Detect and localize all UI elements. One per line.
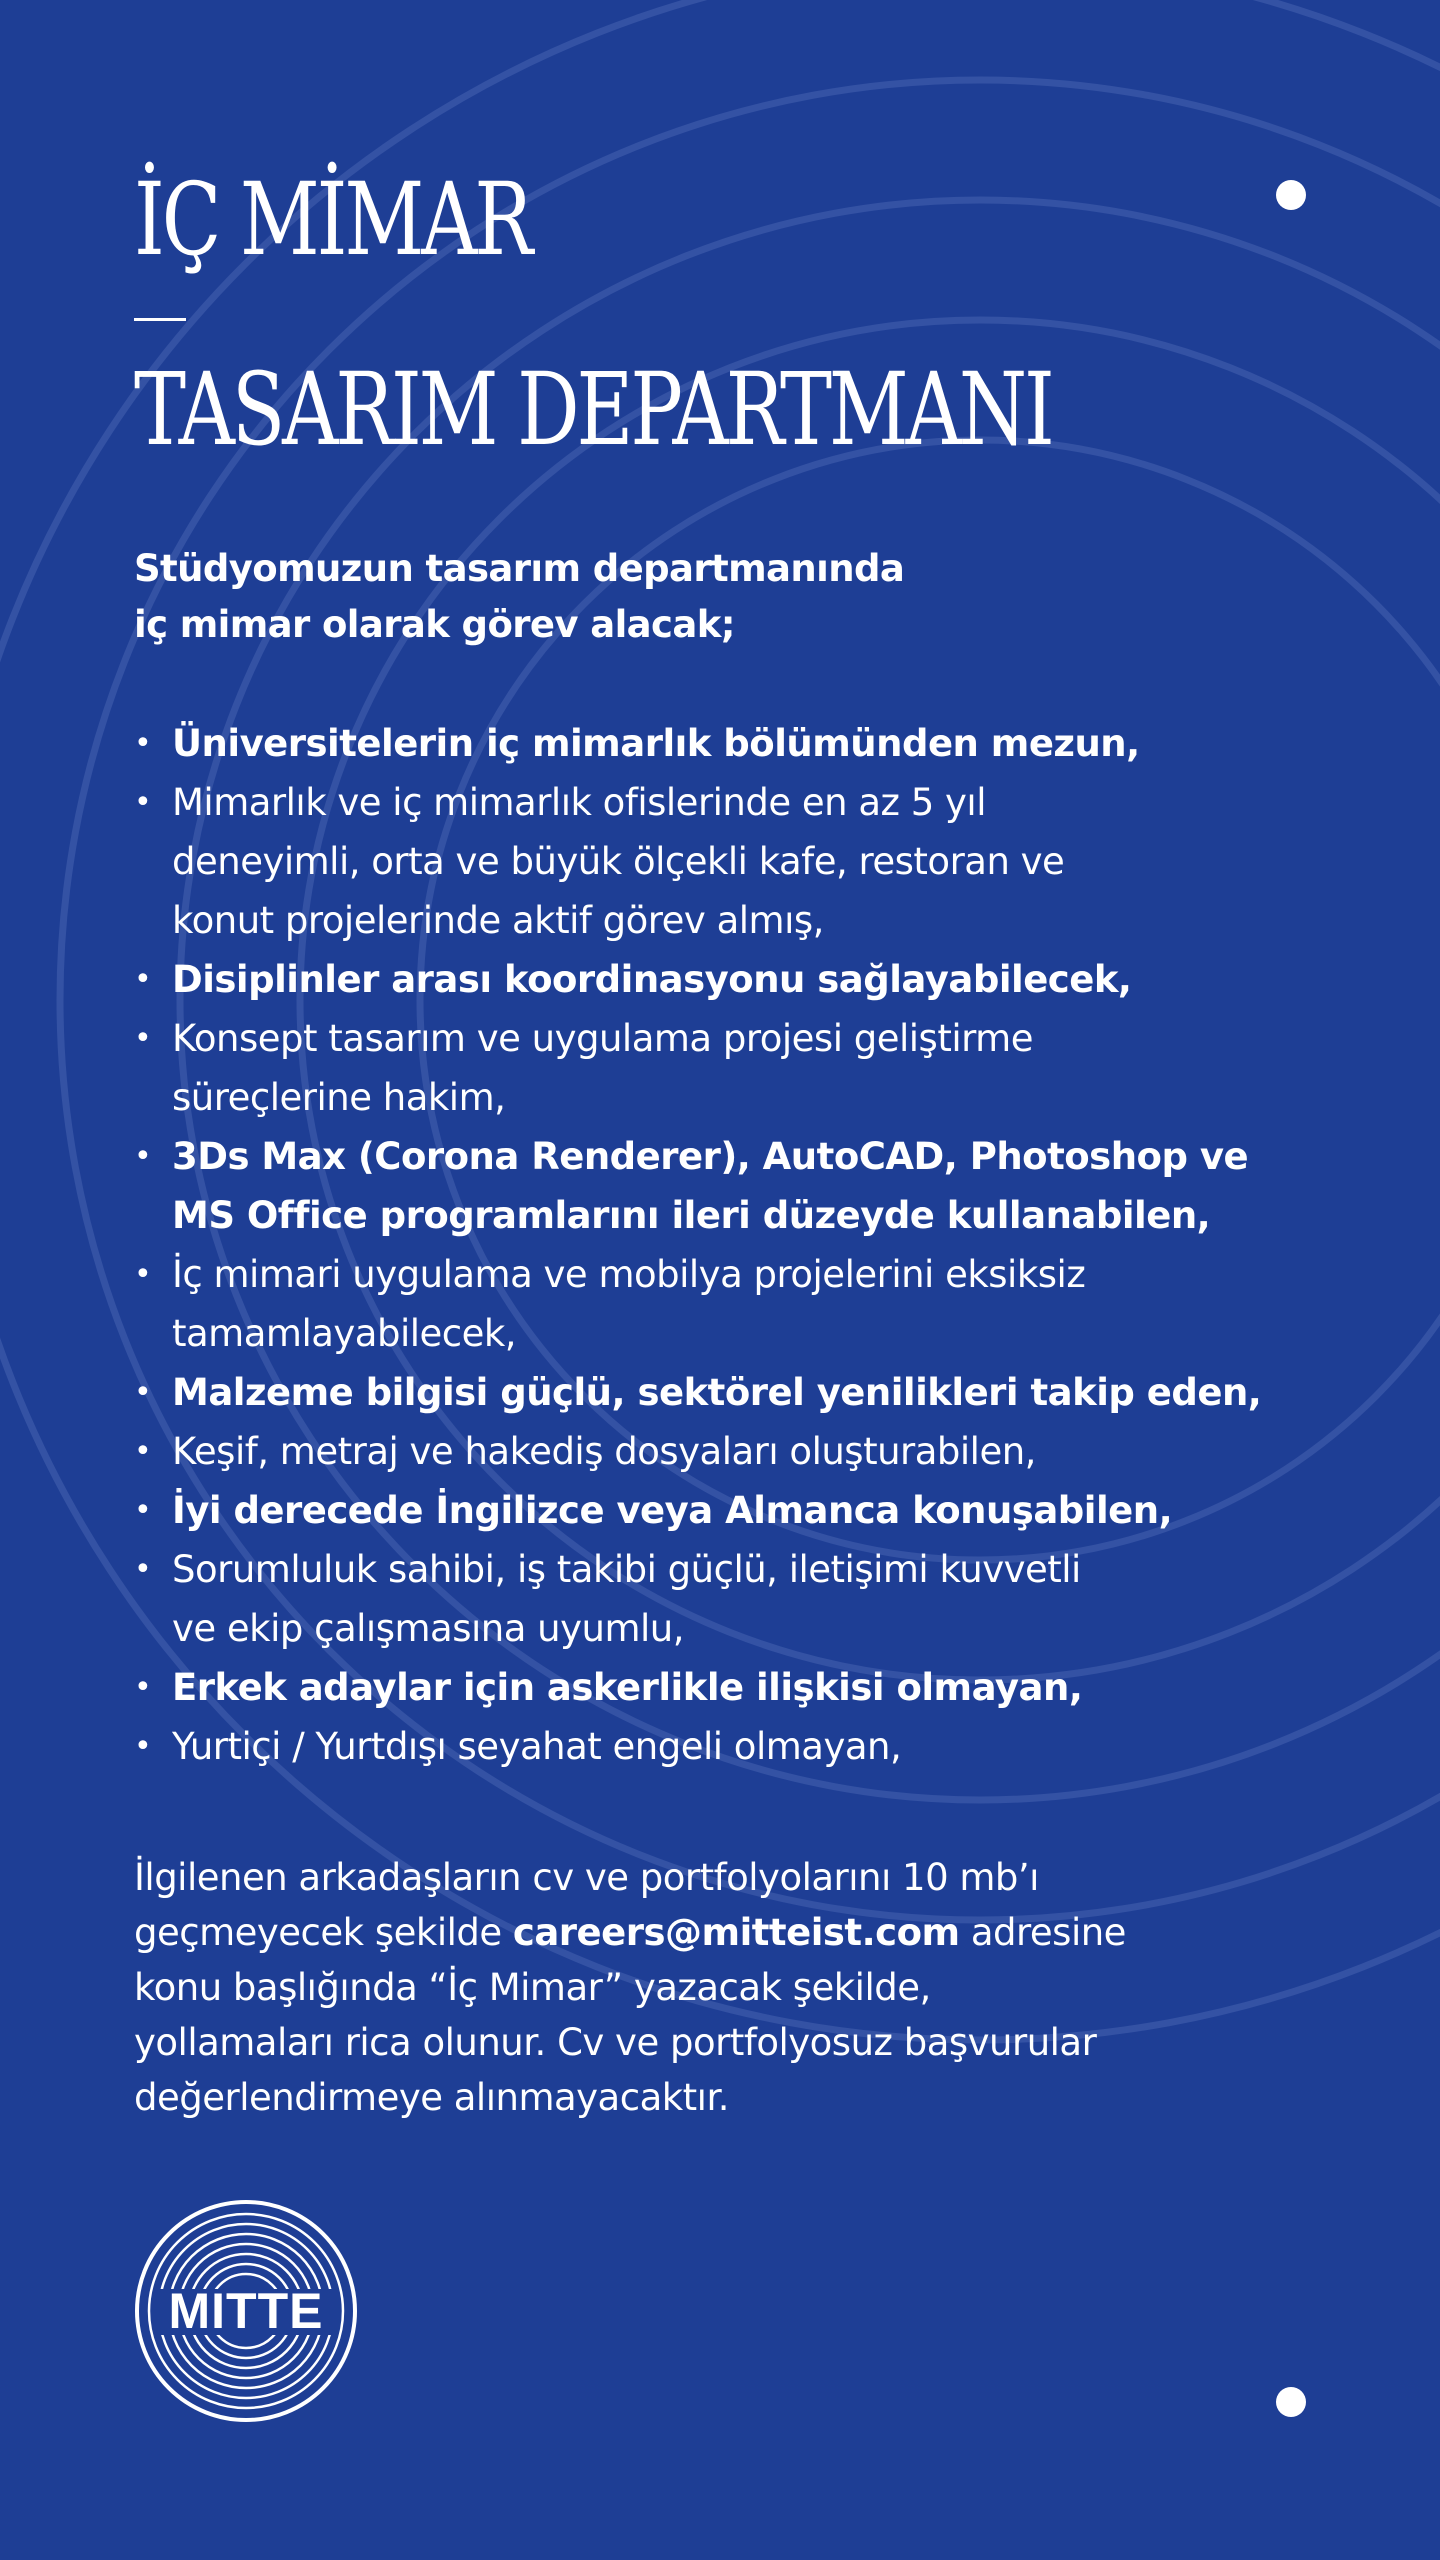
requirement-line: • Disiplinler arası koordinasyonu sağlayabilecek, <box>172 958 1132 1001</box>
requirement-item <box>134 1481 1334 1540</box>
requirement-item <box>134 714 1334 773</box>
requirement-line: • Mimarlık ve iç mimarlık ofislerinde en az 5 yıl <box>172 781 986 824</box>
requirement-line: • İyi derecede İngilizce veya Almanca konuşabilen, <box>172 1489 1173 1532</box>
instruction-line: İlgilenen arkadaşların cv ve portfolyolarını 10 mb’ı <box>134 1856 1039 1899</box>
requirement-item <box>134 1127 1334 1245</box>
requirement-line: konut projelerinde aktif görev almış, <box>172 899 824 942</box>
job-title: İÇ MİMAR <box>134 161 530 278</box>
instruction-line-email <box>134 1905 1126 1960</box>
decorative-dot-bottom <box>1276 2387 1306 2417</box>
instruction-text: geçmeyecek şekilde <box>134 1911 513 1954</box>
instruction-text: adresine <box>959 1911 1126 1954</box>
requirement-line: • Sorumluluk sahibi, iş takibi güçlü, iletişimi kuvvetli <box>172 1548 1081 1591</box>
requirements-list <box>134 714 1334 1776</box>
mitte-logo <box>134 2199 358 2423</box>
requirement-line: • Üniversitelerin iç mimarlık bölümünden mezun, <box>172 722 1140 765</box>
requirement-line: • Erkek adaylar için askerlikle ilişkisi olmayan, <box>172 1666 1083 1709</box>
requirement-line: • Keşif, metraj ve hakediş dosyaları oluşturabilen, <box>172 1430 1036 1473</box>
department-title: TASARIM DEPARTMANI <box>134 351 1052 468</box>
intro-text <box>134 541 904 653</box>
requirement-line: süreçlerine hakim, <box>172 1076 506 1119</box>
requirement-item <box>134 1009 1334 1127</box>
title-dash-divider <box>134 318 186 321</box>
requirement-item <box>134 773 1334 950</box>
decorative-dot-top <box>1276 180 1306 210</box>
intro-line: Stüdyomuzun tasarım departmanında <box>134 547 905 590</box>
requirement-line: deneyimli, orta ve büyük ölçekli kafe, restoran ve <box>172 840 1065 883</box>
requirement-line: • Yurtiçi / Yurtdışı seyahat engeli olmayan, <box>172 1725 902 1768</box>
requirement-line: • Malzeme bilgisi güçlü, sektörel yenilikleri takip eden, <box>172 1371 1262 1414</box>
logo-text: MITTE <box>168 2283 324 2339</box>
application-instructions <box>134 1850 1126 2125</box>
requirement-item <box>134 1363 1334 1422</box>
requirement-item <box>134 1245 1334 1363</box>
instruction-line: değerlendirmeye alınmayacaktır. <box>134 2076 730 2119</box>
requirement-line: MS Office programlarını ileri düzeyde kullanabilen, <box>172 1194 1211 1237</box>
instruction-line: konu başlığında “İç Mimar” yazacak şekilde, <box>134 1966 931 2009</box>
requirement-item <box>134 1422 1334 1481</box>
requirement-item <box>134 1540 1334 1658</box>
requirement-line: • Konsept tasarım ve uygulama projesi geliştirme <box>172 1017 1033 1060</box>
requirement-line: • 3Ds Max (Corona Renderer), AutoCAD, Photoshop ve <box>172 1135 1249 1178</box>
requirement-line: • İç mimari uygulama ve mobilya projelerini eksiksiz <box>172 1253 1086 1296</box>
careers-email[interactable]: careers@mitteist.com <box>512 1911 960 1954</box>
requirement-item <box>134 1717 1334 1776</box>
requirement-item <box>134 950 1334 1009</box>
requirement-line: tamamlayabilecek, <box>172 1312 517 1355</box>
requirement-line: ve ekip çalışmasına uyumlu, <box>172 1607 684 1650</box>
instruction-line: yollamaları rica olunur. Cv ve portfolyosuz başvurular <box>134 2021 1097 2064</box>
intro-line: iç mimar olarak görev alacak; <box>134 603 735 646</box>
requirement-item <box>134 1658 1334 1717</box>
